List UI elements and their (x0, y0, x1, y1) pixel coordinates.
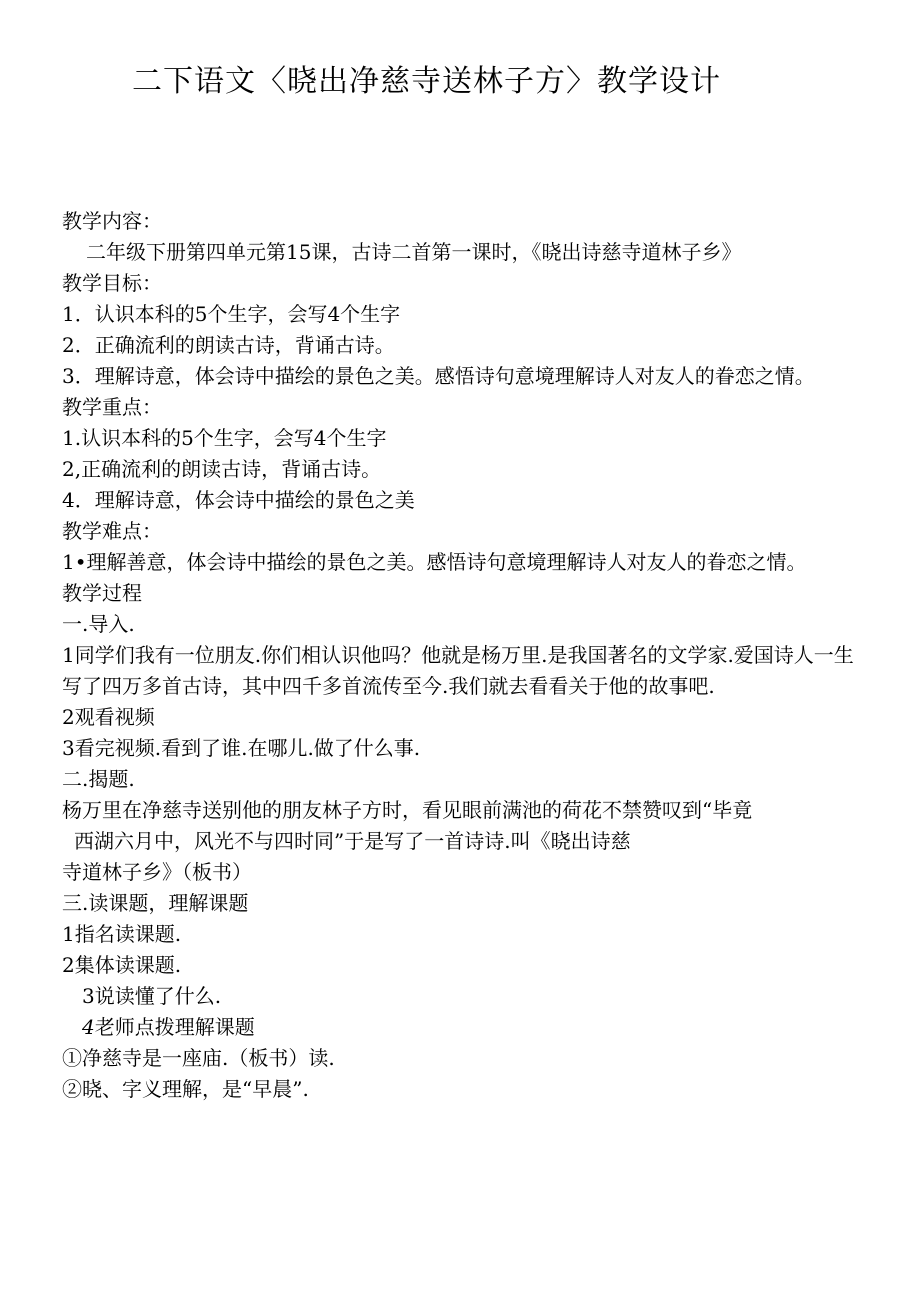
circled-item-1: ①净慈寺是一座庙.（板书）读. (62, 1046, 335, 1070)
read-item-3: 3说读懂了什么. (82, 984, 222, 1008)
paragraph-content: 二年级下册第四单元第15课，古诗二首第一课时，《晓出诗慈寺道林子乡》 (86, 240, 742, 264)
difficulty-item-1: 1•理解善意，体会诗中描绘的景色之美。感悟诗句意境理解诗人对友人的眷恋之情。 (62, 550, 807, 574)
step-heading-reveal: 二.揭题. (62, 767, 135, 791)
section-heading-process: 教学过程 (62, 581, 142, 605)
step-item-1: 1同学们我有一位朋友.你们相认识他吗？他就是杨万里.是我国著名的文学家.爱国诗人一生写了四万多首古诗，其中四千多首流传至今.我们就去看看关于他的故事吧. (62, 643, 854, 698)
document-title: 二下语文〈晓出净慈寺送林子方〉教学设计 (132, 64, 721, 99)
objective-item-3: 3．理解诗意，体会诗中描绘的景色之美。感悟诗句意境理解诗人对友人的眷恋之情。 (62, 364, 815, 388)
paragraph-line: 西湖六月中，风光不与四时同”于是写了一首诗诗.叫《晓出诗慈 (74, 829, 631, 853)
item-number: 4 (82, 1015, 95, 1039)
key-point-item-2: 2,正确流利的朗读古诗，背诵古诗。 (62, 457, 382, 481)
circled-item-2: ②晓、字义理解，是“早晨”. (62, 1077, 309, 1101)
paragraph-line: 杨万里在净慈寺送别他的朋友林子方时，看见眼前满池的荷花不禁赞叹到“毕竟 (62, 798, 753, 822)
document-body (62, 206, 872, 1105)
step-item-2: 2观看视频 (62, 705, 155, 729)
read-item-1: 1指名读课题. (62, 922, 182, 946)
section-heading-difficulties: 教学难点： (62, 519, 162, 543)
section-heading-objectives: 教学目标： (62, 271, 162, 295)
objective-item-1: 1．认识本科的5个生字，会写4个生字 (62, 302, 401, 326)
step-item-3: 3看完视频.看到了谁.在哪儿.做了什么事. (62, 736, 421, 760)
key-point-item-3: 4．理解诗意，体会诗中描绘的景色之美 (62, 488, 415, 512)
section-heading-content: 教学内容： (62, 209, 162, 233)
paragraph-line: 寺道林子乡》（板书） (62, 860, 252, 884)
step-heading-read-title: 三.读课题，理解课题 (62, 891, 249, 915)
read-item-2: 2集体读课题. (62, 953, 182, 977)
key-point-item-1: 1.认识本科的5个生字，会写4个生字 (62, 426, 387, 450)
item-text: 老师点拨理解课题 (94, 1015, 255, 1039)
step-heading-intro: 一.导入. (62, 612, 135, 636)
section-heading-key-points: 教学重点： (62, 395, 162, 419)
objective-item-2: 2．正确流利的朗读古诗，背诵古诗。 (62, 333, 395, 357)
read-item-4 (62, 1012, 872, 1043)
